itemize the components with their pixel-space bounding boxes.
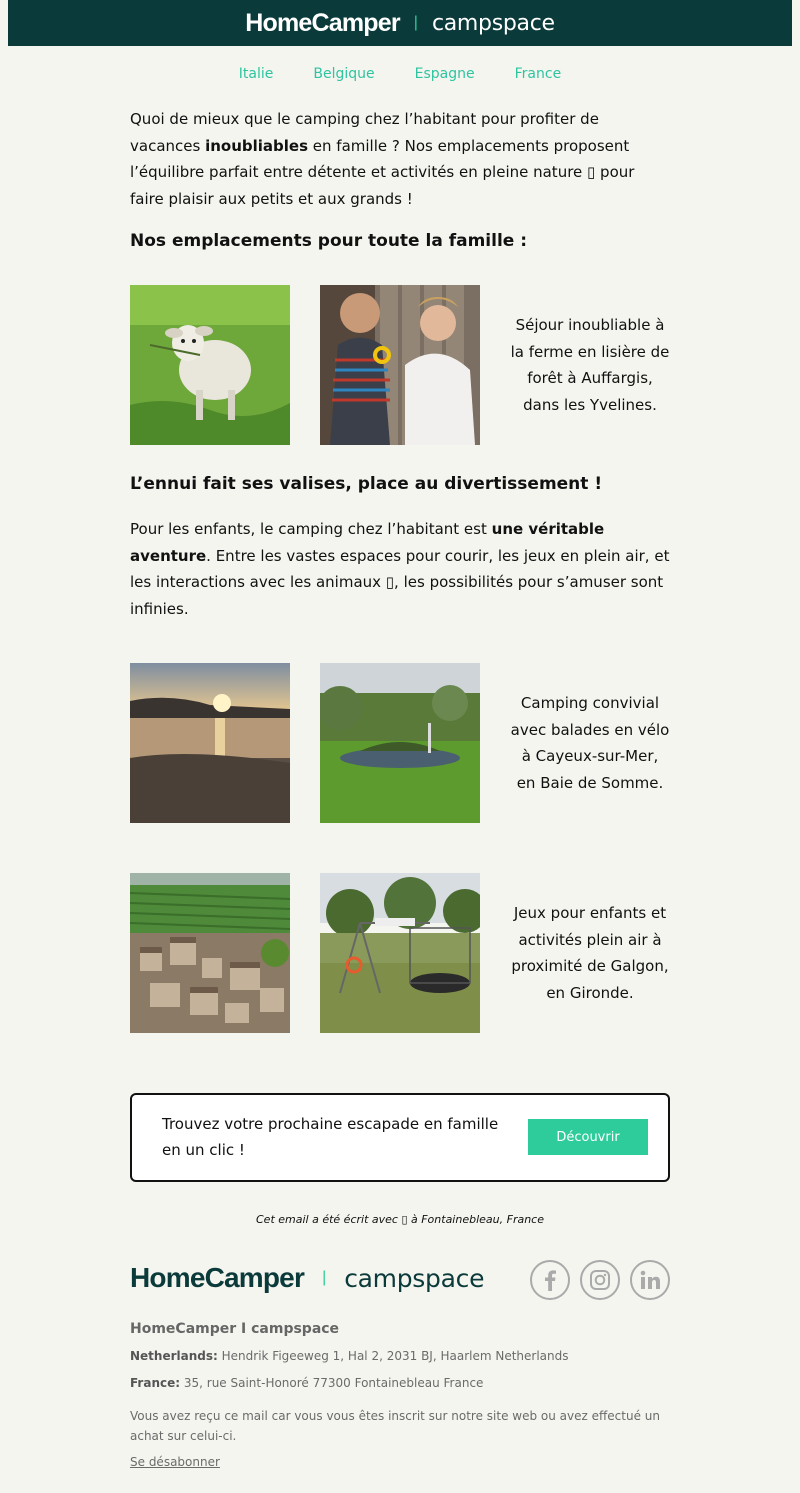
footer-logo[interactable] [130,1262,484,1294]
logo-separator: | [413,14,418,31]
photo-sheep[interactable] [130,285,290,445]
entertainment-text-1: Pour les enfants, le camping chez l’habitant est [130,520,492,538]
footer-logo-homecamper: HomeCamper [130,1262,305,1293]
photo-garden-pond[interactable] [320,663,480,823]
footer-address-france [130,1376,690,1390]
footer-fr-address: 35, rue Saint-Honoré 77300 Fontainebleau France [180,1376,484,1390]
footer-nl-label: Netherlands: [130,1349,218,1363]
footer-address-netherlands [130,1349,690,1363]
nav-link-france[interactable]: France [514,66,562,82]
footer-logo-separator: | [322,1269,327,1286]
nav-link-italie[interactable]: Italie [238,66,274,82]
intro-text-2: en famille ? Nos emplacements proposent l’équilibre parfait entre détente et activités en pleine nature ▯ pour faire plaisir aux petits et aux grands ! [130,136,635,208]
footer-company-name: HomeCamper I campspace [130,1321,340,1337]
facebook-icon[interactable] [530,1260,570,1300]
listing-row-auffargis [130,285,670,445]
entertainment-text-2: . Entre les vastes espaces pour courir, les jeux en plein air, et les interactions avec les animaux ▯, les possibilités pour s’amuser sont infinies. [130,546,670,618]
listing-row-galgon [130,873,670,1033]
listing-description-galgon: Jeux pour enfants et activités plein air à proximité de Galgon, en Gironde. [511,904,669,1002]
photo-children-fence[interactable] [320,285,480,445]
cta-box [130,1093,670,1182]
listing-description-cayeux: Camping convivial avec balades en vélo à Cayeux-sur-Mer, en Baie de Somme. [510,694,670,792]
entertainment-paragraph [130,516,670,622]
logo-campspace[interactable]: campspace [431,10,555,36]
header-bar [8,0,792,46]
intro-text-1: Quoi de mieux que le camping chez l’habitant pour profiter de vacances [130,110,599,155]
listing-description-auffargis: Séjour inoubliable à la ferme en lisière de forêt à Auffargis, dans les Yvelines. [510,316,670,414]
photo-village-vineyards[interactable] [130,873,290,1033]
photo-sunset-beach[interactable] [130,663,290,823]
unsubscribe-link[interactable]: Se désabonner [130,1455,220,1469]
discover-button[interactable]: Découvrir [528,1119,648,1155]
nav-link-belgique[interactable]: Belgique [313,66,375,82]
signature-note: Cet email a été écrit avec ▯ à Fontainebleau, France [256,1213,544,1226]
cta-text: Trouvez votre prochaine escapade en famille en un clic ! [162,1115,499,1159]
section-title-entertainment: L’ennui fait ses valises, place au divertissement ! [130,474,603,494]
logo-homecamper[interactable]: HomeCamper [245,8,400,37]
section-title-family: Nos emplacements pour toute la famille : [130,231,528,251]
photo-playground[interactable] [320,873,480,1033]
listing-row-cayeux [130,663,670,823]
nav-link-espagne[interactable]: Espagne [414,66,475,82]
footer-logo-campspace: campspace [344,1263,485,1293]
intro-paragraph [130,106,670,212]
intro-bold: inoubliables [205,136,309,155]
country-nav [0,66,800,82]
entertainment-bold: une véritable aventure [130,520,605,565]
footer-nl-address: Hendrik Figeeweg 1, Hal 2, 2031 BJ, Haarlem Netherlands [217,1349,569,1363]
footer-fr-label: France: [130,1376,181,1390]
linkedin-icon[interactable] [630,1260,670,1300]
footer-subscription-reason: Vous avez reçu ce mail car vous vous êtes inscrit sur notre site web ou avez effectué un achat sur celui-ci. [130,1409,660,1443]
instagram-icon[interactable] [580,1260,620,1300]
